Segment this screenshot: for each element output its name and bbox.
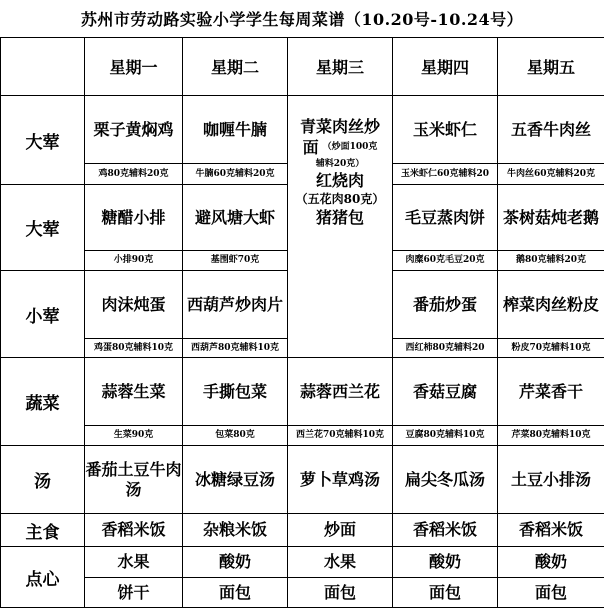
meat2-tue-dish: 避风塘大虾 [183, 185, 288, 251]
day-header-mon: 星期一 [85, 38, 183, 96]
staple-tue: 杂粮米饭 [183, 514, 288, 547]
snack-row-2 [1, 578, 604, 608]
soup-row [1, 446, 604, 514]
weekly-menu-table [0, 37, 604, 608]
row-label-meat1: 大荤 [1, 96, 85, 185]
row-label-half-meat: 小荤 [1, 271, 85, 358]
half-meat-fri-dish: 榨菜肉丝粉皮 [498, 271, 604, 339]
soup-thu: 扁尖冬瓜汤 [393, 446, 498, 514]
snack1-tue: 酸奶 [183, 547, 288, 578]
half-meat-thu-dish: 番茄炒蛋 [393, 271, 498, 339]
row-label-staple: 主食 [1, 514, 85, 547]
veg-mon-note: 生菜90克 [85, 426, 183, 446]
snack1-wed: 水果 [288, 547, 393, 578]
meat2-mon-note: 小排90克 [85, 251, 183, 271]
snack-row-1 [1, 547, 604, 578]
meat1-fri-note: 牛肉丝60克辅料20克 [498, 164, 604, 185]
half-meat-tue-dish: 西葫芦炒肉片 [183, 271, 288, 339]
snack2-wed: 面包 [288, 578, 393, 608]
day-header-thu: 星期四 [393, 38, 498, 96]
row-label-soup: 汤 [1, 446, 85, 514]
soup-mon: 番茄土豆牛肉汤 [85, 446, 183, 514]
wed-dish2: 红烧肉 [315, 170, 364, 190]
half-meat-mon-note: 鸡蛋80克辅料10克 [85, 339, 183, 358]
row-label-snack: 点心 [1, 547, 85, 608]
meat2-thu-note: 肉糜60克毛豆20克 [393, 251, 498, 271]
wed-dish3: 猪猪包 [315, 207, 364, 227]
veg-note-row [1, 426, 604, 446]
meat2-thu-dish: 毛豆蒸肉饼 [393, 185, 498, 251]
wed-note1a: （炒面100克 [322, 142, 378, 152]
half-meat-thu-note: 西红柿80克辅料20 [393, 339, 498, 358]
veg-thu-dish: 香菇豆腐 [393, 358, 498, 426]
meat2-mon-dish: 糖醋小排 [85, 185, 183, 251]
soup-tue: 冰糖绿豆汤 [183, 446, 288, 514]
half-meat-fri-note: 粉皮70克辅料10克 [498, 339, 604, 358]
meat1-mon-note: 鸡80克辅料20克 [85, 164, 183, 185]
veg-tue-dish: 手撕包菜 [183, 358, 288, 426]
wed-note1b: 辅料20克） [315, 158, 365, 169]
corner-cell [1, 38, 85, 96]
veg-thu-note: 豆腐80克辅料10克 [393, 426, 498, 446]
snack2-tue: 面包 [183, 578, 288, 608]
meat1-tue-dish: 咖喱牛腩 [183, 96, 288, 164]
soup-fri: 土豆小排汤 [498, 446, 604, 514]
meat1-fri-dish: 五香牛肉丝 [498, 96, 604, 164]
meat1-thu-note: 玉米虾仁60克辅料20 [393, 164, 498, 185]
meat2-fri-note: 鹅80克辅料20克 [498, 251, 604, 271]
snack2-mon: 饼干 [85, 578, 183, 608]
meat2-tue-note: 基围虾70克 [183, 251, 288, 271]
staple-thu: 香稻米饭 [393, 514, 498, 547]
veg-tue-note: 包菜80克 [183, 426, 288, 446]
row-label-veg: 蔬菜 [1, 358, 85, 446]
meat1-dish-row [1, 96, 604, 164]
day-header-tue: 星期二 [183, 38, 288, 96]
veg-wed-dish: 蒜蓉西兰花 [288, 358, 393, 426]
snack1-mon: 水果 [85, 547, 183, 578]
wed-dish1: 青菜肉丝炒 [299, 116, 380, 136]
wed-note2: （五花肉80克） [295, 191, 385, 206]
day-header-wed: 星期三 [288, 38, 393, 96]
veg-fri-note: 芹菜80克辅料10克 [498, 426, 604, 446]
snack1-thu: 酸奶 [393, 547, 498, 578]
meat1-mon-dish: 栗子黄焖鸡 [85, 96, 183, 164]
row-label-meat2: 大荤 [1, 185, 85, 271]
veg-wed-note: 西兰花70克辅料10克 [288, 426, 393, 446]
snack2-fri: 面包 [498, 578, 604, 608]
page-title: 苏州市劳动路实验小学学生每周菜谱（10.20号-10.24号） [80, 10, 524, 29]
day-header-fri: 星期五 [498, 38, 604, 96]
header-row [1, 38, 604, 96]
snack2-thu: 面包 [393, 578, 498, 608]
meat2-fri-dish: 茶树菇炖老鹅 [498, 185, 604, 251]
wed-dish1-cont: 面 [302, 137, 319, 157]
veg-mon-dish: 蒜蓉生菜 [85, 358, 183, 426]
half-meat-tue-note: 西葫芦80克辅料10克 [183, 339, 288, 358]
half-meat-mon-dish: 肉沫炖蛋 [85, 271, 183, 339]
wed-combined-cell [288, 96, 393, 358]
meat1-tue-note: 牛腩60克辅料20克 [183, 164, 288, 185]
veg-dish-row [1, 358, 604, 426]
staple-wed: 炒面 [288, 514, 393, 547]
veg-fri-dish: 芹菜香干 [498, 358, 604, 426]
staple-row [1, 514, 604, 547]
snack1-fri: 酸奶 [498, 547, 604, 578]
soup-wed: 萝卜草鸡汤 [288, 446, 393, 514]
meat1-thu-dish: 玉米虾仁 [393, 96, 498, 164]
staple-fri: 香稻米饭 [498, 514, 604, 547]
staple-mon: 香稻米饭 [85, 514, 183, 547]
